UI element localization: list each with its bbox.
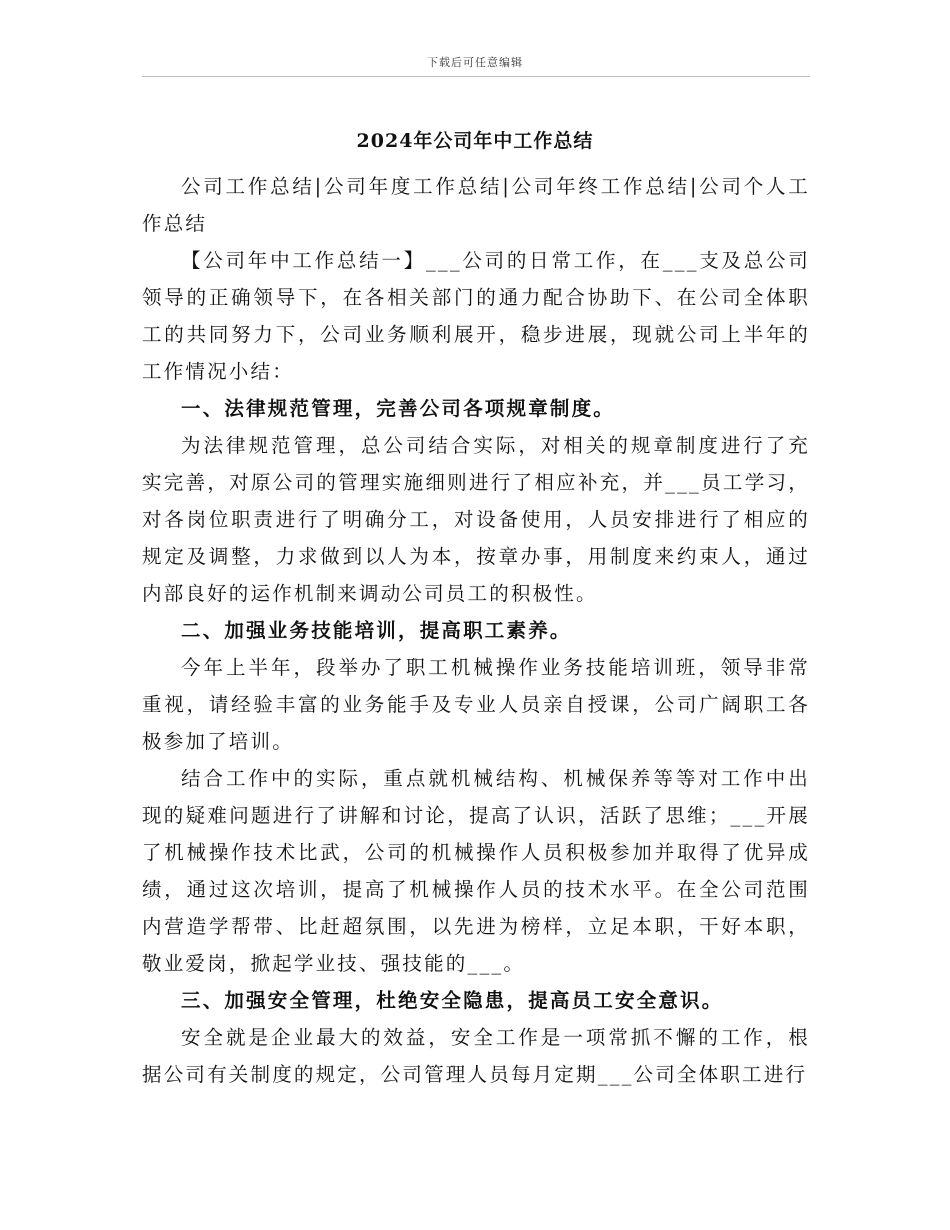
document-title: 2024年公司年中工作总结 [356,130,594,152]
section-heading-2: 二、加强业务技能培训，提高职工素养。 [181,619,572,642]
section-2-paragraph-1: 今年上半年，段举办了职工机械操作业务技能培训班，领导非常重视，请经验丰富的业务能手及专业人员亲自授课，公司广阔职工各极参加了培训。 [142,656,810,753]
header-divider [142,76,810,77]
section-heading-3: 三、加强安全管理，杜绝安全隐患，提高员工安全意识。 [181,989,724,1012]
section-1-paragraph: 为法律规范管理，总公司结合实际，对相关的规章制度进行了充实完善，对原公司的管理实施细则进行了相应补充，并___员工学习，对各岗位职责进行了明确分工，对设备使用，人员安排进行了相应的规定及调整，力求做到以人为本，按章办事，用制度来约束人，通过内部良好的运作机制来调动公司员工的积极性。 [142,434,810,605]
intro-paragraph: 【公司年中工作总结一】___公司的日常工作，在___支及总公司领导的正确领导下，在各相关部门的通力配合协助下、在公司全体职工的共同努力下，公司业务顺利展开，稳步进展，现就公司上半年的工作情况小结： [142,249,810,383]
section-heading-1: 一、法律规范管理，完善公司各项规章制度。 [181,397,616,420]
page-header-note: 下载后可任意编辑 [427,56,523,69]
document-body [142,168,810,1093]
section-2-paragraph-2: 结合工作中的实际，重点就机械结构、机械保养等等对工作中出现的疑难问题进行了讲解和讨论，提高了认识，活跃了思维；___开展了机械操作技术比武，公司的机械操作人员积极参加并取得了优异成绩，通过这次培训，提高了机械操作人员的技术水平。在全公司范围内营造学帮带、比赶超氛围，以先进为榜样，立足本职，干好本职，敬业爱岗，掀起学业技、强技能的___。 [142,767,810,975]
tags-paragraph: 公司工作总结|公司年度工作总结|公司年终工作总结|公司个人工作总结 [142,175,810,235]
section-3-paragraph: 安全就是企业最大的效益，安全工作是一项常抓不懈的工作，根据公司有关制度的规定，公司管理人员每月定期___公司全体职工进行 [142,1026,810,1086]
